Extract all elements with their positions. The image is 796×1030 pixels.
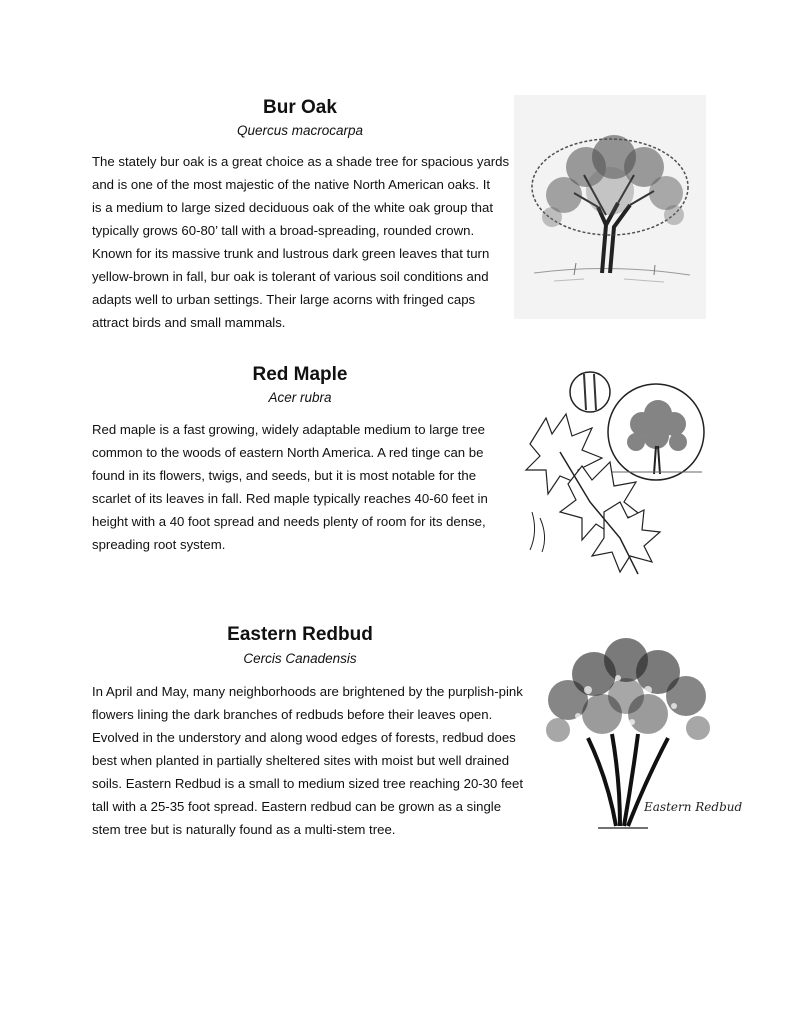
description-line: stem tree but is naturally found as a multi-stem tree. (92, 822, 396, 837)
tree-description (92, 418, 488, 556)
description-line: flowers lining the dark branches of redbuds before their leaves open. (92, 707, 493, 722)
description-line: yellow-brown in fall, bur oak is tolerant of various soil conditions and (92, 269, 489, 284)
description-line: is a medium to large sized deciduous oak of the white oak group that (92, 200, 493, 215)
description-line: height with a 40 foot spread and needs plenty of room for its dense, (92, 514, 486, 529)
description-line: Evolved in the understory and along wood edges of forests, redbud does (92, 730, 516, 745)
tree-latin-name: Quercus macrocarpa (236, 123, 364, 138)
description-line: adapts well to urban settings. Their large acorns with fringed caps (92, 292, 476, 307)
description-line: In April and May, many neighborhoods are brightened by the purplish-pink (92, 684, 523, 699)
description-line: The stately bur oak is a great choice as a shade tree for spacious yards (92, 154, 510, 169)
description-line: Known for its massive trunk and lustrous dark green leaves that turn (92, 246, 490, 261)
description-line: common to the woods of eastern North America. A red tinge can be (92, 445, 484, 460)
description-line: soils. Eastern Redbud is a small to medium sized tree reaching 20-30 feet (92, 776, 524, 791)
tree-title: Bur Oak (263, 97, 337, 118)
tree-latin-name: Acer rubra (268, 390, 332, 405)
tree-title: Red Maple (252, 364, 348, 385)
description-line: found in its flowers, twigs, and seeds, but it is most notable for the (92, 468, 477, 483)
description-line: and is one of the most majestic of the native North American oaks. It (92, 177, 491, 192)
image-caption: Eastern Redbud (644, 800, 743, 814)
red-maple-leaf-sketch-icon (520, 362, 708, 580)
description-line: scarlet of its leaves in fall. Red maple typically reaches 40-60 feet in (92, 491, 488, 506)
description-line: tall with a 25-35 foot spread. Eastern redbud can be grown as a single (92, 799, 502, 814)
tree-title: Eastern Redbud (227, 624, 373, 645)
eastern-redbud-tree-sketch-icon (528, 630, 743, 834)
description-line: spreading root system. (92, 537, 226, 552)
tree-description (92, 150, 509, 334)
bur-oak-tree-sketch-icon (514, 95, 706, 319)
tree-latin-name: Cercis Canadensis (243, 651, 357, 666)
description-line: best when planted in partially sheltered sites with moist but well drained (92, 753, 510, 768)
tree-description (92, 680, 523, 841)
description-line: typically grows 60-80’ tall with a broad-spreading, rounded crown. (92, 223, 475, 238)
description-line: Red maple is a fast growing, widely adaptable medium to large tree (92, 422, 485, 437)
description-line: attract birds and small mammals. (92, 315, 286, 330)
